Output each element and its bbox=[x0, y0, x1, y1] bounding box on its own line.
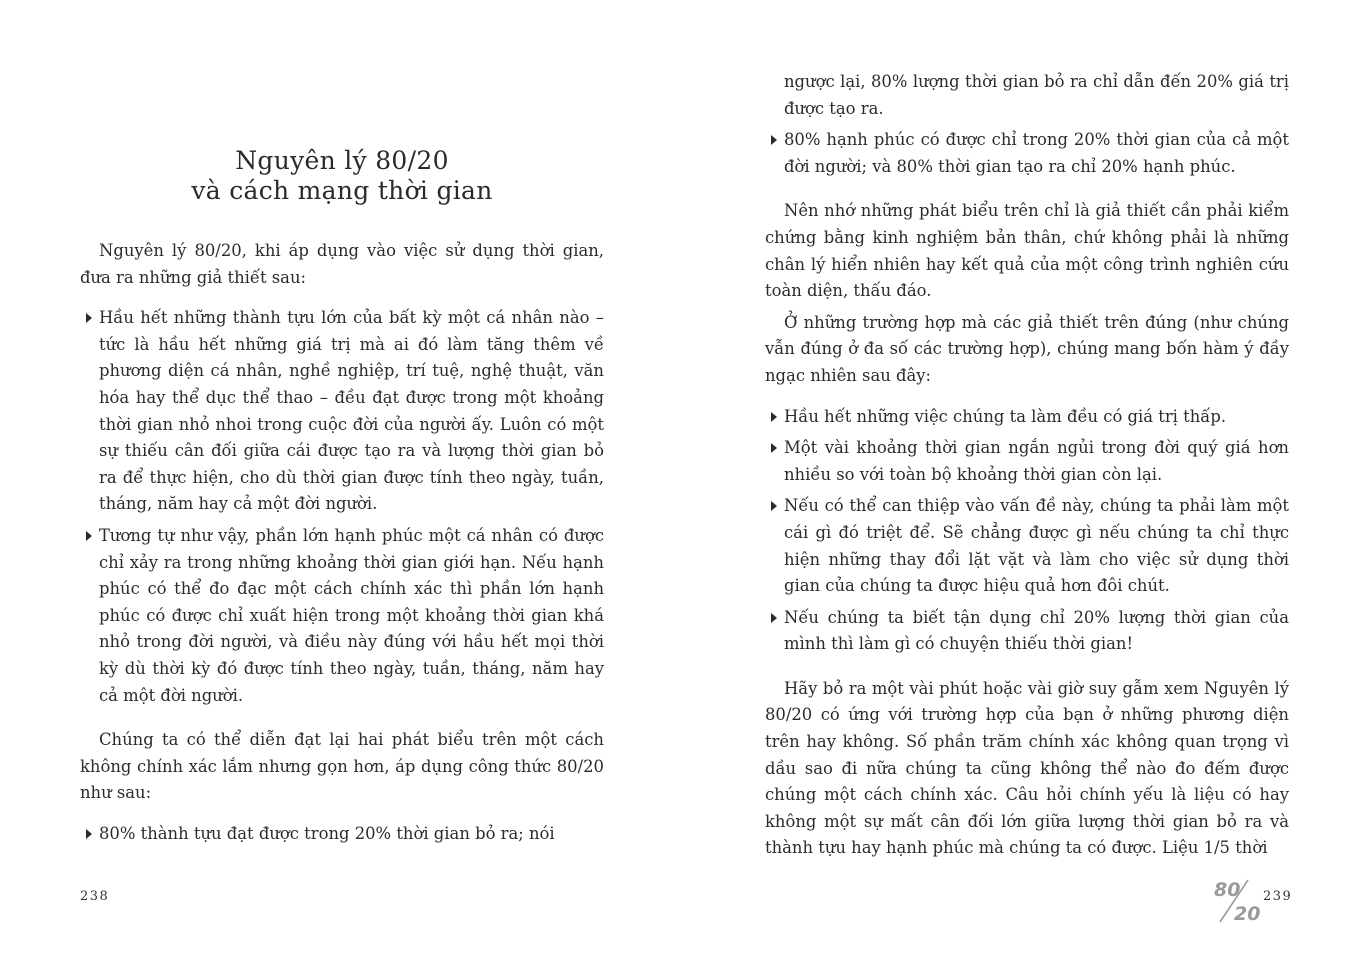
triangle-bullet-icon bbox=[771, 443, 777, 453]
restatement-paragraph: Chúng ta có thể diễn đạt lại hai phát biểu trên một cách không chính xác lắm nhưng gọn hơn, áp dụng công thức 80/20 như sau: bbox=[80, 730, 604, 803]
list-item bbox=[765, 605, 1289, 658]
assumption-list bbox=[80, 305, 604, 709]
triangle-bullet-icon bbox=[86, 829, 92, 839]
list-item-text: Một vài khoảng thời gian ngắn ngủi trong đời quý giá hơn nhiều so với toàn bộ khoảng thời gian còn lại. bbox=[784, 438, 1289, 484]
formula-list bbox=[80, 821, 604, 848]
right-body bbox=[765, 69, 1289, 876]
reflection-paragraph: Hãy bỏ ra một vài phút hoặc vài giờ suy gẫm xem Nguyên lý 80/20 có ứng với trường hợp của bạn ở những phương diện trên hay không. Số phần trăm chính xác không quan trọng vì dầu sao đi nữa chúng ta cũng không thể nào đo đếm được chúng một cách chính xác. Câu hỏi chính yếu là liệu có hay không một sự mất cân đối lớn giữa lượng thời gian bỏ ra và thành tựu hay hạnh phúc mà chúng ta có được. Liệu 1/5 thời bbox=[765, 678, 1289, 858]
left-body bbox=[80, 238, 604, 861]
list-item-text: 80% hạnh phúc có được chỉ trong 20% thời gian của cả một đời người; và 80% thời gian tạo ra chỉ 20% hạnh phúc. bbox=[784, 130, 1289, 176]
page-number-right: 239 bbox=[1263, 889, 1293, 904]
chapter-title-line-2: và cách mạng thời gian bbox=[191, 176, 493, 205]
book-logo-80-20 bbox=[1212, 876, 1264, 924]
chapter-title bbox=[80, 146, 604, 206]
list-item-text: Tương tự như vậy, phần lớn hạnh phúc một cá nhân có được chỉ xảy ra trong những khoảng thời gian giới hạn. Nếu hạnh phúc có thể đo đạc một cách chính xác thì phần lớn hạnh phúc có được chỉ xuất hiện trong một khoảng thời gian khá nhỏ trong đời người, và điều này đúng với hầu hết mọi thời kỳ dù thời kỳ đó được tính theo ngày, tuần, tháng, năm hay cả một đời người. bbox=[99, 525, 604, 705]
list-item bbox=[80, 523, 604, 709]
intro-paragraph: Nguyên lý 80/20, khi áp dụng vào việc sử dụng thời gian, đưa ra những giả thiết sau: bbox=[80, 241, 604, 287]
formula-list-continued bbox=[765, 127, 1289, 180]
triangle-bullet-icon bbox=[771, 412, 777, 422]
triangle-bullet-icon bbox=[771, 135, 777, 145]
list-item bbox=[765, 404, 1289, 431]
list-item-text: Nếu chúng ta biết tận dụng chỉ 20% lượng thời gian của mình thì làm gì có chuyện thiếu thời gian! bbox=[784, 607, 1289, 654]
triangle-bullet-icon bbox=[86, 531, 92, 541]
triangle-bullet-icon bbox=[771, 501, 777, 511]
list-item-text: Hầu hết những việc chúng ta làm đều có giá trị thấp. bbox=[784, 406, 1227, 426]
logo-top-number: 80 bbox=[1214, 879, 1241, 901]
list-item-text: 80% thành tựu đạt được trong 20% thời gian bỏ ra; nói bbox=[99, 823, 555, 843]
list-item-text: Hầu hết những thành tựu lớn của bất kỳ một cá nhân nào – tức là hầu hết những giá trị mà ai đó làm tăng thêm về phương diện cá nhân, nghề nghiệp, trí tuệ, nghệ thuật, văn hóa hay thể dục thể thao – đều đạt được trong một khoảng thời gian nhỏ nhoi trong cuộc đời của người ấy. Luôn có một sự thiếu cân đối giữa cái được tạo ra và lượng thời gian bỏ ra để thực hiện, cho dù thời gian được tính theo ngày, tuần, tháng, năm hay cả một đời người. bbox=[99, 308, 604, 514]
list-item bbox=[80, 821, 604, 848]
implications-list bbox=[765, 404, 1289, 658]
list-item bbox=[765, 493, 1289, 599]
chapter-title-line-1: Nguyên lý 80/20 bbox=[235, 146, 449, 175]
list-item-text: Nếu có thể can thiệp vào vấn đề này, chúng ta phải làm một cái gì đó triệt để. Sẽ chẳng được gì nếu chúng ta chỉ thực hiện những thay đổi lặt vặt và làm cho việc sử dụng thời gian của chúng ta được hiệu quả hơn đôi chút. bbox=[784, 496, 1289, 596]
list-item bbox=[80, 305, 604, 518]
triangle-bullet-icon bbox=[86, 313, 92, 323]
list-item bbox=[765, 435, 1289, 488]
list-item bbox=[765, 127, 1289, 180]
implications-intro-paragraph: Ở những trường hợp mà các giả thiết trên đúng (như chúng vẫn đúng ở đa số các trường hợp), chúng mang bốn hàm ý đầy ngạc nhiên sau đây: bbox=[765, 312, 1289, 385]
logo-bottom-number: 20 bbox=[1234, 903, 1261, 924]
right-page bbox=[685, 0, 1370, 969]
page-number-left: 238 bbox=[80, 889, 110, 904]
continued-list-text: ngược lại, 80% lượng thời gian bỏ ra chỉ dẫn đến 20% giá trị được tạo ra. bbox=[784, 72, 1289, 118]
hypothesis-paragraph: Nên nhớ những phát biểu trên chỉ là giả thiết cần phải kiểm chứng bằng kinh nghiệm bản thân, chứ không phải là những chân lý hiển nhiên hay kết quả của một công trình nghiên cứu toàn diện, thấu đáo. bbox=[765, 201, 1289, 301]
triangle-bullet-icon bbox=[771, 613, 777, 623]
